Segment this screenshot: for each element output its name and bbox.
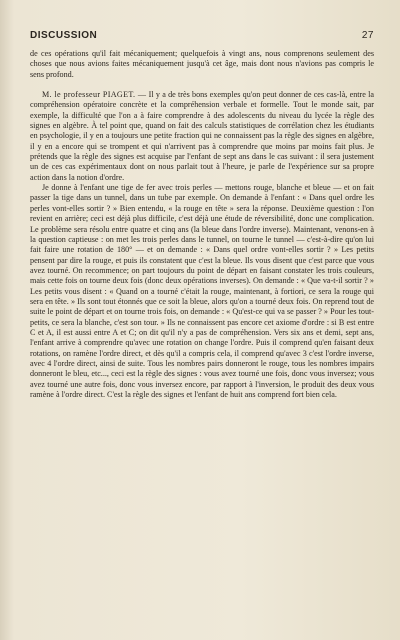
- paragraph-experiment: [30, 183, 374, 400]
- speaker-label: M. le professeur PIAGET. —: [42, 90, 147, 100]
- paragraph-piaget: [30, 90, 374, 183]
- body-text: [30, 49, 374, 400]
- page-number: 27: [361, 30, 374, 41]
- paragraph-text: Je donne à l'enfant une tige de fer avec trois perles — mettons rouge, blanche et bleue — et on fait passer la tige dans un tunnel, dans un tube par exemple. On demande à l'enfant : « Dans quel ordre les perles vont-elles sortir ? » Bien entendu, « la rouge en tête » sera la réponse. Deuxième question : l'on revient en arrière; ceci est déjà plus difficile, c'est déjà une étude de réversibilité, donc une complication. Le problème sera résolu entre quatre et cinq ans (la bleue dans l'ordre inverse). Maintenant, venons-en à la question captieuse : on met les trois perles dans le tunnel, on tourne le tunnel — c'est-à-dire qu'on lui fait faire une rotation de 180° — et on demande : « Dans quel ordre vont-elles sortir ? » Les petits pensent par dire la rouge, et puis ils constatent que c'est la bleue. Ils vous disent que c'est parce que vous avez tourné. On recommence; on part toujours du point de départ en faisant constater les trois couleurs, mais cette fois on tourne deux fois (donc deux opérations inverses). On demande : « Que va-t-il sortir ? » Les petits vous disent : « Quand on a tourné c'était la rouge, maintenant, à fortiori, ce sera la rouge qui sera en tête. » Ils sont tout étonnés que ce soit la bleue, alors qu'on a tourné deux fois. On reprend tout de suite le point de départ et on tourne trois fois, on demande : « Qu'est-ce qui va se passer ? » Pour les tout-petits, ce sera la blanche, c'est son tour. » Ils ne connaissent pas encore cet axiome d'ordre : si B est entre C et A, il est aussi entre A et C; on dit qu'il n'y a pas de compréhension. Vers six ans et demi, sept ans, l'enfant arrive à comprendre qu'avec une rotation on change l'ordre. Puis il comprend qu'en faisant deux rotations, on ramène l'ordre direct, et dès qu'il a compris cela, il comprend qu'avec 3 c'est l'ordre inverse, avec 4 l'ordre direct, ainsi de suite. Tous les nombres pairs donneront le rouge, tous les nombres impairs donneront le bleu, etc..., ceci est la règle des signes : vous avez tourné une fois, donc vous inversez; vous avez tourné une autre fois, donc vous inversez encore, par rapport à l'inversion, le produit des deux vous ramène à l'ordre direct. C'est la règle des signes et l'enfant de huit ans comprend fort bien cela.: [30, 183, 374, 399]
- paragraph-continuation: [30, 49, 374, 80]
- paragraph-text: de ces opérations qu'il fait mécaniquement; quelquefois à vingt ans, nous comprenons seulement des choses que nous avions faites mécaniquement jusqu'à cet âge, mais dont nous n'avions pas compris le sens profond.: [30, 49, 374, 79]
- running-title: DISCUSSION: [30, 30, 98, 41]
- running-header: [30, 30, 374, 41]
- paragraph-text: Il y a de très bons exemples qu'on peut donner de ces cas-là, entre la compréhension opératoire concrète et la compréhension verbale et formelle. Tout le monde sait, par exemple, la difficulté que l'on a à faire comprendre à des adolescents du niveau du lycée la règle des signes en algèbre. À tel point que, quand on fait des calculs statistiques de corrélation chez les étudiants en psychologie, il y en a toujours une petite fraction qui ne connaissent pas la règle des signes en algèbre, il y en a encore qui se trompent et qui n'arrivent pas à comprendre que moins par moins fait plus. Je prétends que la règle des signes est acquise par l'enfant de sept ans dans le cas suivant : il sera justement un de ces cas expérimentaux dont on nous parlait tout à l'heure, je parle de l'expérience sur sa propre action dans la notion d'ordre.: [30, 90, 374, 182]
